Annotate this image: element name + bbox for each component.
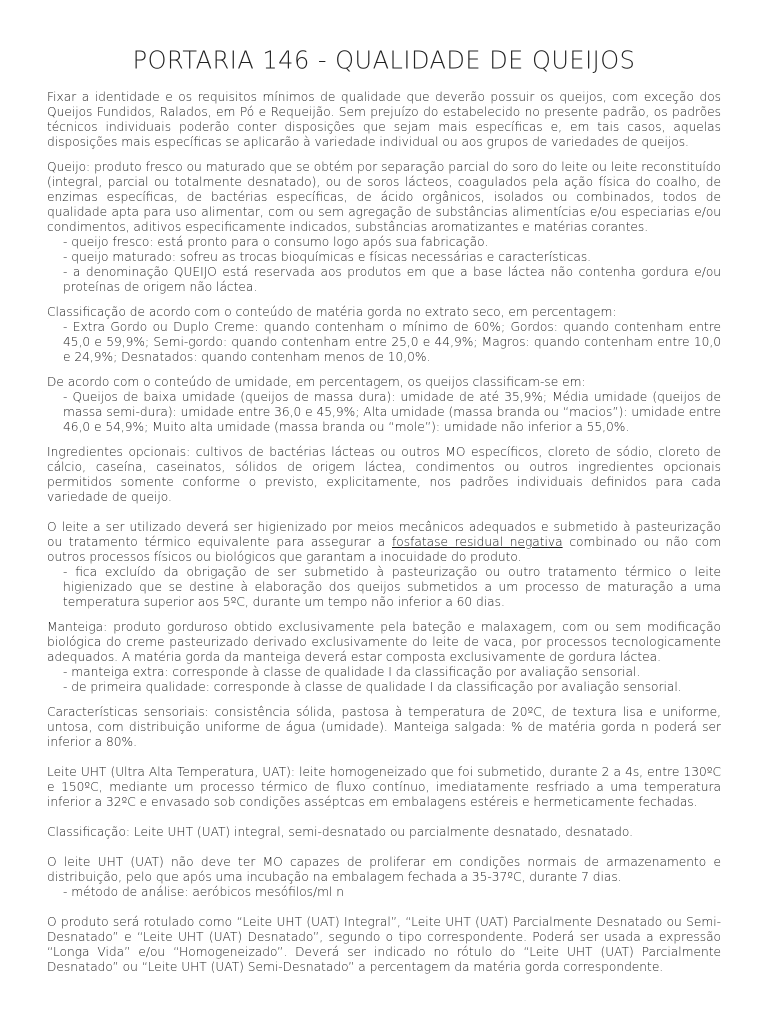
paragraph — [47, 90, 721, 150]
list-item: - queijo fresco: está pronto para o consumo logo após sua fabricação. — [63, 235, 489, 249]
paragraph-text: Ingredientes opcionais: cultivos de bactérias lácteas ou outros MO específicos, cloreto de sódio, cloreto de cálcio, caseína, caseinatos, sólidos de origem láctea, condimentos ou outros ingredientes opcionais permitidos somente conforme o previsto, explicitamente, nos padrões individuais definidos para cada variedade de queijo. — [47, 445, 721, 504]
underlined-term: fosfatase residual negativa — [392, 535, 563, 549]
paragraph-text: Características sensoriais: consistência sólida, pastosa à temperatura de 20ºC, de textura lisa e uniforme, untosa, com distribuição uniforme de água (umidade). Manteiga salgada: % de matéria gorda n poderá ser inferior a 80%. — [47, 705, 721, 749]
text-segment: combinado ou não com outros processos físicos ou biológicos que garantam a inocuidade do produto. — [47, 535, 721, 564]
text-segment: O leite a ser utilizado deverá ser higienizado por meios mecânicos adequados e submetido à pasteurização ou tratamento térmico equivalente para assegurar a — [47, 520, 721, 549]
paragraph-text: Classificação de acordo com o conteúdo de matéria gorda no extrato seco, em percentagem: — [47, 305, 617, 319]
paragraph-text: Manteiga: produto gorduroso obtido exclusivamente pela bateção e malaxagem, com ou sem modificação biológica do creme pasteurizado derivado exclusivamente do leite de vaca, por processos tecnologicamente adequados. A matéria gorda da manteiga deverá estar composta exclusivamente de gordura láctea. — [47, 620, 721, 664]
list-item: - manteiga extra: corresponde à classe de qualidade I da classificação por avaliação sensorial. — [63, 665, 641, 679]
paragraph-text: Fixar a identidade e os requisitos mínimos de qualidade que deverão possuir os queijos, com exceção dos Queijos Fundidos, Ralados, em Pó e Requeijão. Sem prejuízo do estabelecido no presente padrão, os padrões técnicos individuais poderão conter disposições que sejam mais específicas e, em tais casos, aquelas disposições mais específicas se aplicarão à variedade individual ou aos grupos de variedades de queijos. — [47, 90, 721, 149]
paragraph — [47, 375, 721, 435]
paragraph-text: Queijo: produto fresco ou maturado que se obtém por separação parcial do soro do leite ou leite reconstituído (integral, parcial ou totalmente desnatado), ou de soros lácteos, coagulados pela ação física do coalho, de enzimas específicas, de bactérias específicas, de ácido orgânicos, isolados ou combinados, todos de qualidade apta para uso alimentar, com ou sem agregação de substâncias alimentícias e/ou especiarias e/ou condimentos, aditivos especificamente indicados, substâncias aromatizantes e matérias corantes. — [47, 160, 721, 234]
list-item: - de primeira qualidade: corresponde à classe de qualidade I da classificação por avaliação sensorial. — [63, 680, 682, 694]
paragraph — [47, 305, 721, 365]
paragraph — [47, 705, 721, 750]
document-title: PORTARIA 146 - QUALIDADE DE QUEIJOS — [132, 45, 636, 75]
list-item: - Extra Gordo ou Duplo Creme: quando contenham o mínimo de 60%; Gordos: quando contenham entre 45,0 e 59,9%; Semi-gordo: quando contenham entre 25,0 e 44,9%; Magros: quando contenham entre 10,0 e 24,9%; Desnatados: quando contenham menos de 10,0%. — [63, 320, 721, 364]
paragraph — [47, 620, 721, 695]
list-item: - Queijos de baixa umidade (queijos de massa dura): umidade de até 35,9%; Média umidade (queijos de massa semi-dura): umidade entre 36,0 e 45,9%; Alta umidade (massa branda ou “macios”): umidade entre 46,0 e 54,9%; Muito alta umidade (massa branda ou “mole”): umidade não inferior a 55,0%. — [63, 390, 721, 434]
paragraph — [47, 445, 721, 505]
paragraph — [47, 915, 721, 975]
list-item: - queijo maturado: sofreu as trocas bioquímicas e físicas necessárias e características. — [63, 250, 592, 264]
paragraph — [47, 160, 721, 295]
paragraph — [47, 765, 721, 810]
document-page — [47, 40, 721, 985]
paragraph-text: Leite UHT (Ultra Alta Temperatura, UAT): leite homogeneizado que foi submetido, durante 2 a 4s, entre 130ºC e 150ºC, mediante um processo térmico de fluxo contínuo, imediatamente resfriado a uma temperatura inferior a 32ºC e envasado sob condições asséptcas em embalagens estéreis e hermeticamente fechadas. — [47, 765, 721, 809]
paragraph — [47, 855, 721, 900]
list-item: - a denominação QUEIJO está reservada aos produtos em que a base láctea não contenha gordura e/ou proteínas de origem não láctea. — [63, 265, 721, 294]
paragraph — [47, 520, 721, 610]
paragraph-text: O produto será rotulado como “Leite UHT (UAT) Integral”, “Leite UHT (UAT) Parcialmente Desnatado ou Semi-Desnatado” e “Leite UHT (UAT) Desnatado”, segundo o tipo correspondente. Poderá ser usada a expressão “Longa Vida” e/ou “Homogeneizado”. Deverá ser indicado no rótulo do “Leite UHT (UAT) Parcialmente Desnatado” ou “Leite UHT (UAT) Semi-Desnatado” a percentagem da matéria gorda correspondente. — [47, 915, 721, 974]
list-item: - método de análise: aeróbicos mesófilos/ml n — [63, 885, 344, 899]
paragraph-text: O leite UHT (UAT) não deve ter MO capazes de proliferar em condições normais de armazenamento e distribuição, pelo que após uma incubação na embalagem fechada a 35-37ºC, durante 7 dias. — [47, 855, 721, 884]
paragraph-text: Classificação: Leite UHT (UAT) integral, semi-desnatado ou parcialmente desnatado, desnatado. — [47, 825, 633, 839]
document-body — [47, 90, 721, 975]
paragraph-text: De acordo com o conteúdo de umidade, em percentagem, os queijos classificam-se em: — [47, 375, 586, 389]
list-item: - fica excluído da obrigação de ser submetido à pasteurização ou outro tratamento térmico o leite higienizado que se destine à elaboração dos queijos submetidos a um processo de maturação a uma temperatura superior aos 5ºC, durante um tempo não inferior a 60 dias. — [63, 565, 721, 609]
paragraph-text — [47, 520, 721, 565]
paragraph — [47, 825, 721, 840]
